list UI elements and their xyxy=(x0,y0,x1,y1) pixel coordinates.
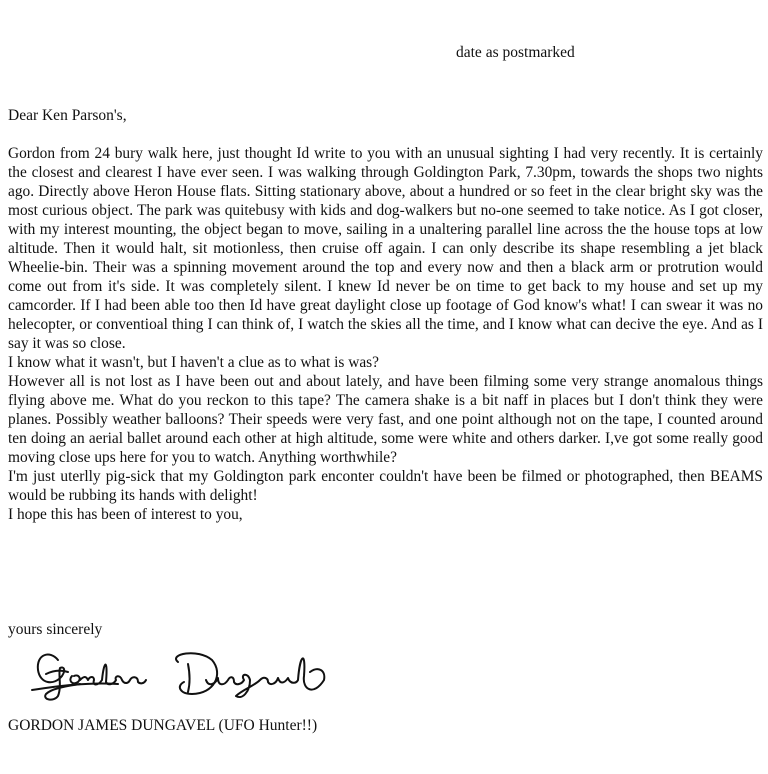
paragraph-regret: I'm just uterlly pig-sick that my Goldington park enconter couldn't have been be filmed or photographed, then BEAMS would be rubbing its hands with delight! xyxy=(8,468,763,504)
paragraph-question: I know what it wasn't, but I haven't a clue as to what is was? xyxy=(8,354,379,371)
paragraph-sighting: Gordon from 24 bury walk here, just thought Id write to you with an unusual sighting I had very recently. It is certainly the closest and clearest I have ever seen. I was walking through Goldington Park, 7.30pm, towards the shops two nights ago. Directly above Heron House flats. Sitting stationary above, about a hundred or so feet in the clear bright sky was the most curious object. The park was quitebusy with kids and dog-walkers but no-one seemed to take notice. As I got closer, with my interest mounting, the object began to move, sailing in a unaltering parallel line across the the house tops at low altitude. Then it would halt, sit motionless, then cruise off again. I can only describe its shape resembling a jet black Wheelie-bin. Their was a spinning movement around the top and every now and then a black arm or protrution would come out from it's side. It was completely silent. I knew Id never be on time to get back to my house and set up my camcorder. If I had been able too then Id have great daylight close up footage of God know's what! I can swear it was no helecopter, or conventioal thing I can think of, I watch the skies all the time, and I know what can decive the eye. And as I say it was so close. xyxy=(8,145,763,352)
handwritten-signature xyxy=(28,640,328,706)
paragraph-hope: I hope this has been of interest to you, xyxy=(8,506,243,523)
date-line: date as postmarked xyxy=(456,44,575,61)
letter-body xyxy=(8,144,763,524)
salutation: Dear Ken Parson's, xyxy=(8,107,127,124)
printed-name: GORDON JAMES DUNGAVEL (UFO Hunter!!) xyxy=(8,717,318,734)
closing: yours sincerely xyxy=(8,621,103,638)
paragraph-tape: However all is not lost as I have been out and about lately, and have been filming some very strange anomalous things flying above me. What do you reckon to this tape? The camera shake is a bit naff in places but I don't think they were planes. Possibly weather balloons? Their speeds were very fast, and one point although not on the tape, I counted around ten doing an aerial ballet around each other at high altitude, some were white and others darker. I,ve got some really good moving close ups here for you to watch. Anything worthwhile? xyxy=(8,373,763,466)
